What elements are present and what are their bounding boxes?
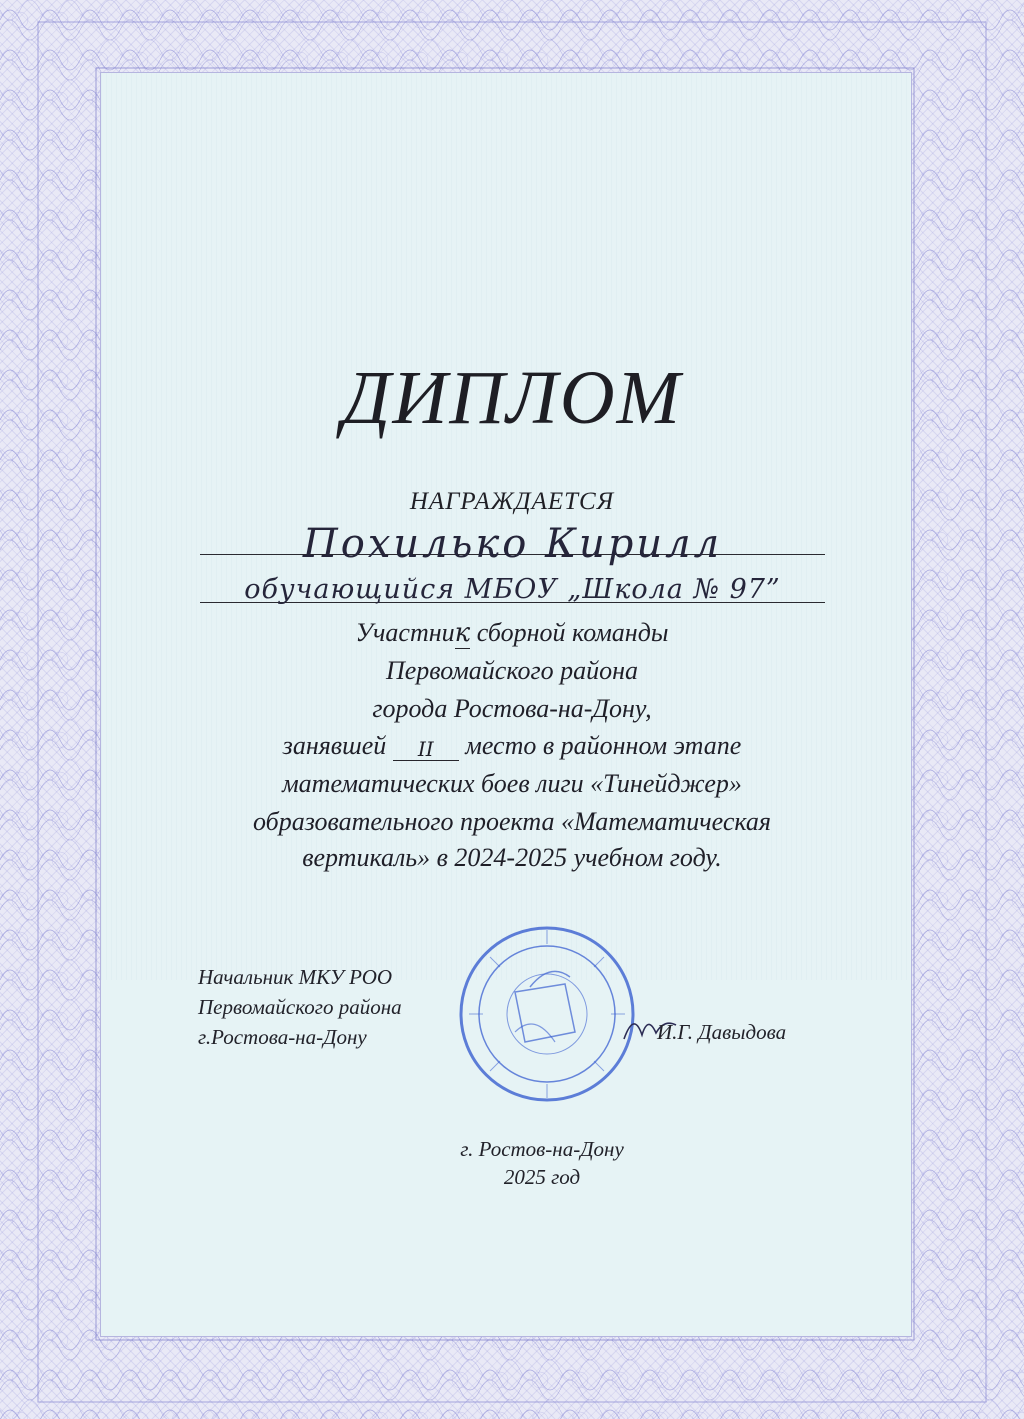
award-line: НАГРАЖДАЕТСЯ bbox=[409, 488, 615, 515]
body-line-4-prefix: занявшей bbox=[282, 731, 393, 760]
body-line-7: вертикаль» в 2024-2025 учебном году. bbox=[302, 843, 722, 872]
footer-city: г. Ростов-на-Дону bbox=[460, 1137, 624, 1161]
footer-year: 2025 год bbox=[503, 1165, 581, 1189]
official-stamp bbox=[455, 922, 640, 1107]
body-line-5: математических боев лиги «Тинейджер» bbox=[282, 769, 742, 798]
diploma-title: ДИПЛОМ bbox=[342, 356, 682, 440]
signatory-position-line-1: Начальник МКУ РОО bbox=[198, 965, 393, 989]
handwritten-suffix: к bbox=[454, 618, 471, 648]
body-line-3: города Ростова-на-Дону, bbox=[372, 694, 652, 723]
recipient-name: Похилько Кирилл bbox=[302, 521, 723, 567]
body-line-1-suffix: сборной команды bbox=[470, 618, 669, 647]
signatory-position-line-2: Первомайского района bbox=[198, 995, 402, 1019]
body-line-4 bbox=[0, 731, 1024, 761]
body-line-4-suffix: место в районном этапе bbox=[458, 731, 742, 760]
place-number: II bbox=[393, 738, 459, 761]
recipient-school: обучающийся МБОУ „Школа № 97” bbox=[244, 574, 781, 605]
body-line-1-prefix: Участни bbox=[355, 618, 455, 647]
signatory-position-line-3: г.Ростова-на-Дону bbox=[198, 1025, 367, 1049]
body-line-2: Первомайского района bbox=[385, 656, 639, 685]
signatory-name: И.Г. Давыдова bbox=[657, 1020, 787, 1044]
signatory-position bbox=[198, 962, 402, 1052]
body-line-6: образовательного проекта «Математическая bbox=[252, 807, 772, 836]
body-line-1 bbox=[0, 618, 1024, 648]
